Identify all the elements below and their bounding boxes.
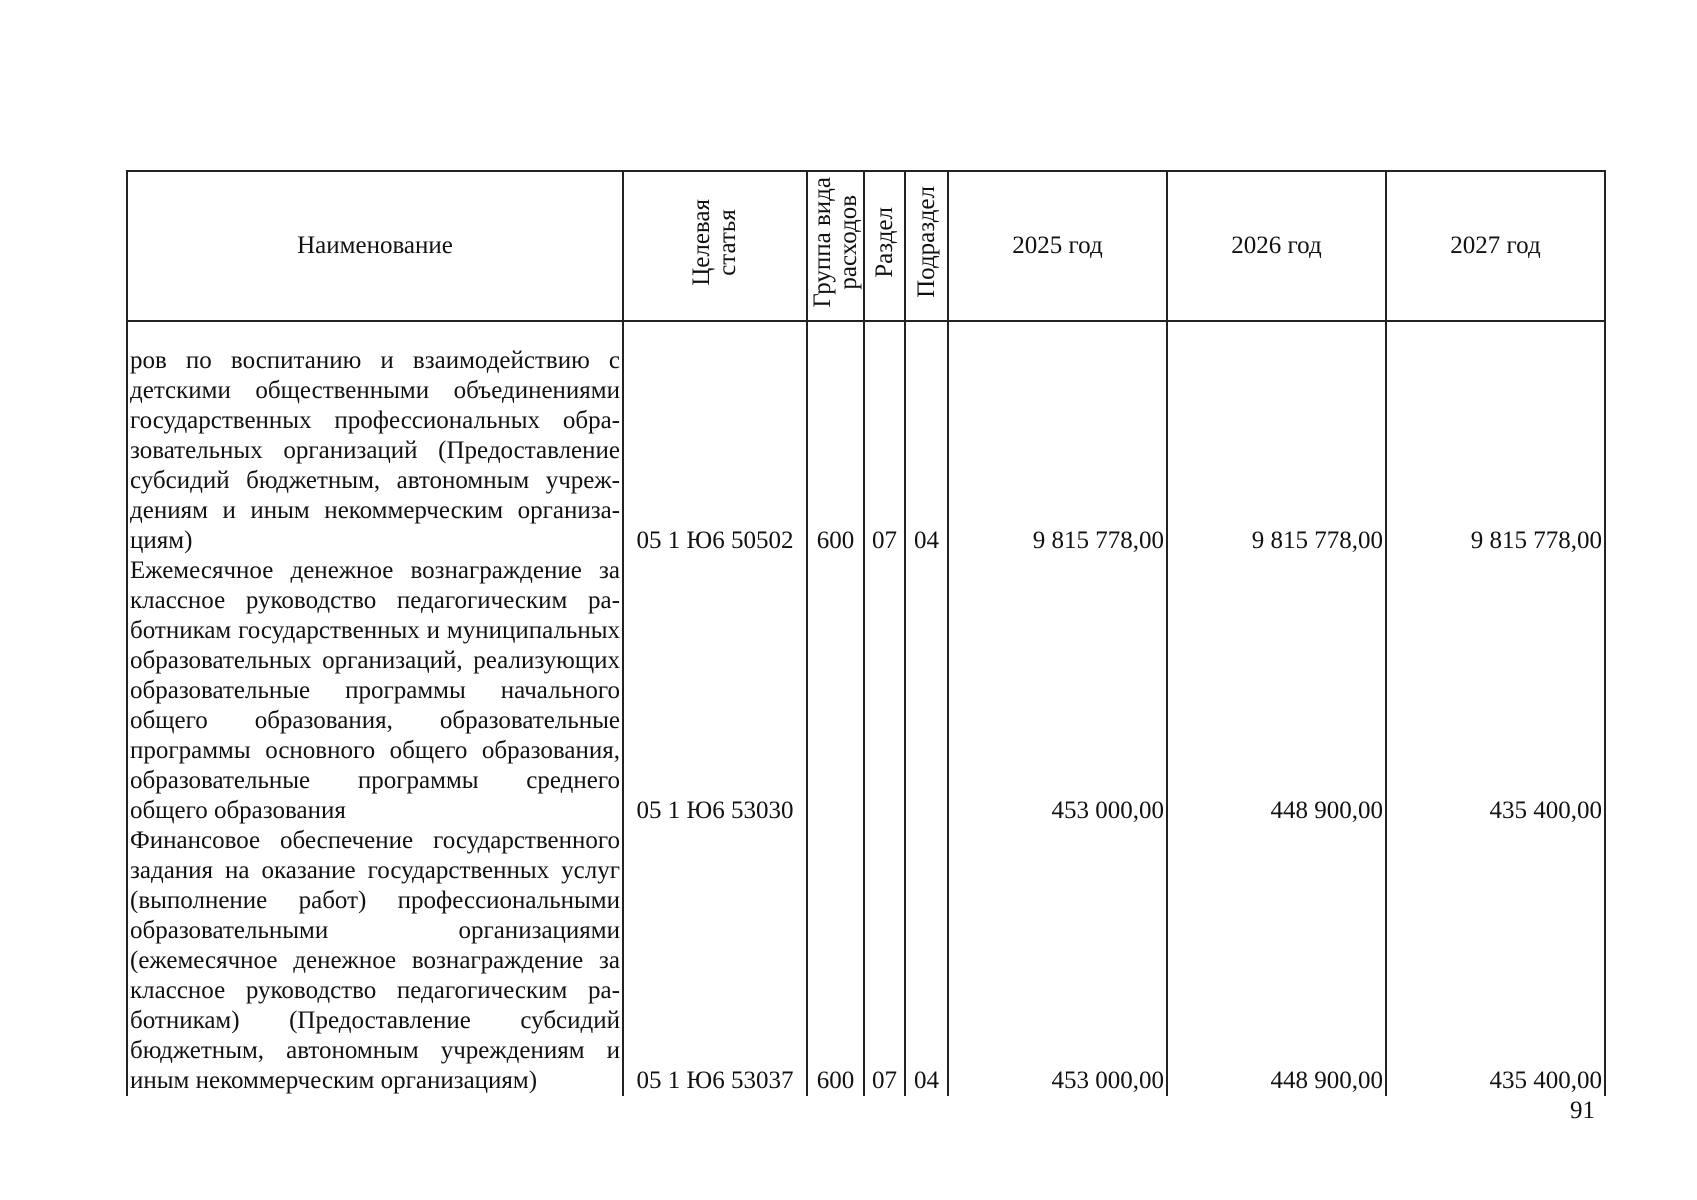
row-amount-2026: 9 815 778,00	[1167, 321, 1386, 556]
row-amount-2025: 453 000,00	[948, 556, 1167, 826]
header-year-2026: 2026 год	[1167, 171, 1386, 321]
row-target-article: 05 1 Ю6 53037	[623, 826, 807, 1096]
row-expense-group: 600	[807, 321, 864, 556]
row-expense-group	[807, 556, 864, 826]
header-subsection: Подраздел	[905, 171, 948, 321]
row-expense-group: 600	[807, 826, 864, 1096]
page-number: 91	[1570, 1097, 1595, 1124]
header-name: Наименование	[127, 171, 623, 321]
table-row	[127, 556, 1605, 826]
row-name: Финансовое обеспечение государственного задания на оказание государственных услуг (выполнение работ) профессиональными образовательными организациями (ежемесячное денежное вознаграждение за классное руководство педагогическим работникам) (Предоставление субсидий бюджетным, автономным учреждениям и иным некоммерческим организациям)	[127, 826, 623, 1096]
row-amount-2026: 448 900,00	[1167, 556, 1386, 826]
table-header-row	[127, 171, 1605, 321]
table-row	[127, 826, 1605, 1096]
header-expense-group: Группа вида расходов	[807, 171, 864, 321]
row-amount-2026: 448 900,00	[1167, 826, 1386, 1096]
row-amount-2027: 435 400,00	[1386, 826, 1605, 1096]
row-section	[864, 556, 905, 826]
row-target-article: 05 1 Ю6 50502	[623, 321, 807, 556]
row-name: Ежемесячное денежное вознаграждение за классное руководство педагогическим работникам государственных и муниципальных образовательных организаций, реализующих образовательные программы начального общего образования, образовательные программы основного общего образования, образовательные программы среднего общего образования	[127, 556, 623, 826]
table-row	[127, 321, 1605, 556]
row-section: 07	[864, 321, 905, 556]
row-target-article: 05 1 Ю6 53030	[623, 556, 807, 826]
row-amount-2025: 9 815 778,00	[948, 321, 1167, 556]
row-amount-2027: 9 815 778,00	[1386, 321, 1605, 556]
header-target-article: Целевая статья	[623, 171, 807, 321]
row-amount-2025: 453 000,00	[948, 826, 1167, 1096]
budget-table	[126, 170, 1606, 1096]
header-section: Раздел	[864, 171, 905, 321]
header-year-2027: 2027 год	[1386, 171, 1605, 321]
row-subsection	[905, 556, 948, 826]
row-subsection: 04	[905, 321, 948, 556]
header-year-2025: 2025 год	[948, 171, 1167, 321]
row-amount-2027: 435 400,00	[1386, 556, 1605, 826]
row-subsection: 04	[905, 826, 948, 1096]
row-section: 07	[864, 826, 905, 1096]
row-name: ров по воспитанию и взаимодействию с детскими общественными объединениями государственных профессиональных образовательных организаций (Предоставление субсидий бюджетным, автономным учреждениям и иным некоммерческим организациям)	[127, 321, 623, 556]
